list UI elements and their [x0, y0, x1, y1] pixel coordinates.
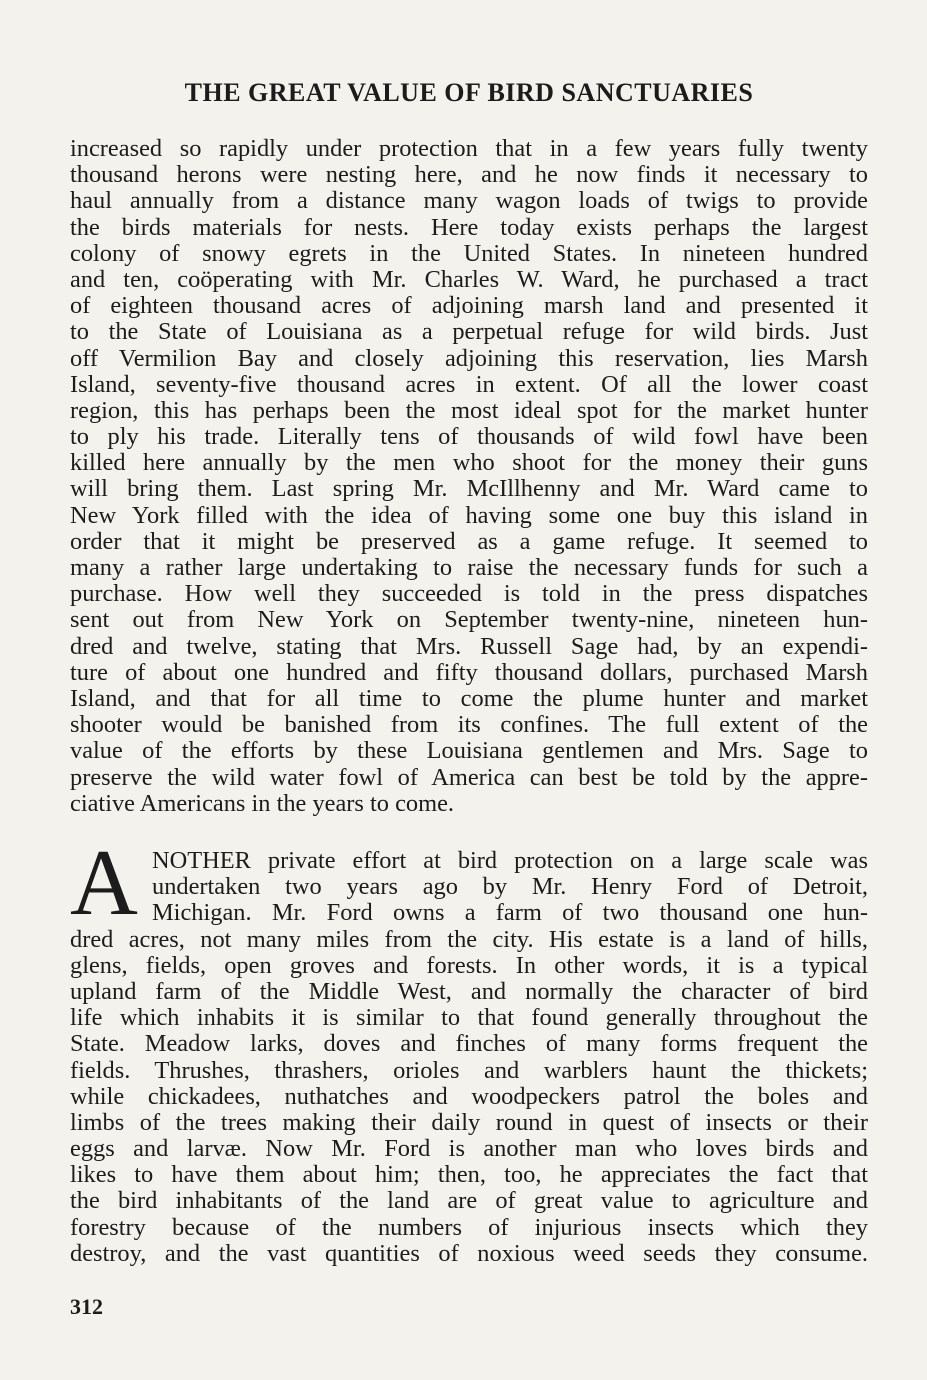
text-line: shooter would be banished from its confines. The full extent of the — [70, 712, 868, 739]
text-line: off Vermilion Bay and closely adjoining this reservation, lies Marsh — [70, 345, 868, 372]
text-line: Island, and that for all time to come the plume hunter and market — [70, 685, 868, 712]
text-line: glens, fields, open groves and forests. In other words, it is a typical — [70, 952, 868, 979]
text-line: life which inhabits it is similar to that found generally throughout the — [70, 1005, 868, 1032]
text-line: dred acres, not many miles from the city. His estate is a land of hills, — [70, 926, 868, 953]
text-line: fields. Thrushes, thrashers, orioles and warblers haunt the thickets; — [70, 1057, 868, 1084]
text-line: haul annually from a distance many wagon loads of twigs to provide — [70, 188, 868, 215]
text-line: likes to have them about him; then, too, he appreciates the fact that — [70, 1162, 868, 1189]
text-line: upland farm of the Middle West, and normally the character of bird — [70, 978, 868, 1005]
text-line: to the State of Louisiana as a perpetual refuge for wild birds. Just — [70, 319, 868, 346]
text-line: undertaken two years ago by Mr. Henry Ford of Detroit, — [152, 874, 868, 901]
text-line: dred and twelve, stating that Mrs. Russell Sage had, by an expendi- — [70, 633, 868, 660]
text-line: killed here annually by the men who shoot for the money their guns — [70, 450, 868, 477]
text-line: purchase. How well they succeeded is told in the press dispatches — [70, 581, 868, 608]
text-line: while chickadees, nuthatches and woodpeckers patrol the boles and — [70, 1083, 868, 1110]
text-line: Island, seventy-five thousand acres in extent. Of all the lower coast — [70, 371, 868, 398]
text-line: region, this has perhaps been the most ideal spot for the market hunter — [70, 397, 868, 424]
text-line: to ply his trade. Literally tens of thousands of wild fowl have been — [70, 424, 868, 451]
text-line: order that it might be preserved as a game refuge. It seemed to — [70, 528, 868, 555]
text-line: ciative Americans in the years to come. — [70, 790, 455, 817]
text-line: of eighteen thousand acres of adjoining marsh land and presented it — [70, 293, 868, 320]
text-line: limbs of the trees making their daily round in quest of insects or their — [70, 1109, 868, 1136]
running-header: THE GREAT VALUE OF BIRD SANCTUARIES — [184, 78, 754, 107]
text-line: sent out from New York on September twenty-nine, nineteen hun- — [70, 607, 868, 634]
text-line: ture of about one hundred and fifty thousand dollars, purchased Marsh — [70, 659, 868, 686]
drop-cap: A — [70, 831, 138, 935]
text-line: colony of snowy egrets in the United States. In nineteen hundred — [70, 240, 868, 267]
text-line: Michigan. Mr. Ford owns a farm of two thousand one hun- — [152, 900, 868, 927]
page-number: 312 — [70, 1294, 103, 1319]
text-line: the birds materials for nests. Here today exists perhaps the largest — [70, 214, 868, 241]
text-line: and ten, coöperating with Mr. Charles W. Ward, he purchased a tract — [70, 266, 868, 293]
text-line: preserve the wild water fowl of America can best be told by the appre- — [70, 764, 868, 791]
paragraph-1 — [70, 136, 868, 817]
text-line: New York filled with the idea of having some one buy this island in — [70, 502, 868, 529]
paragraph-2 — [70, 831, 868, 1267]
text-line: forestry because of the numbers of injurious insects which they — [70, 1214, 868, 1241]
text-line: State. Meadow larks, doves and finches of many forms frequent the — [70, 1031, 868, 1058]
text-line: NOTHER private effort at bird protection on a large scale was — [152, 848, 868, 874]
text-line: the bird inhabitants of the land are of great value to agriculture and — [70, 1188, 868, 1215]
text-line: destroy, and the vast quantities of noxious weed seeds they consume. — [70, 1240, 868, 1267]
text-line: eggs and larvæ. Now Mr. Ford is another man who loves birds and — [70, 1136, 868, 1163]
text-line: thousand herons were nesting here, and he now finds it necessary to — [70, 162, 868, 189]
text-line: many a rather large undertaking to raise the necessary funds for such a — [70, 555, 868, 581]
text-line: increased so rapidly under protection that in a few years fully twenty — [70, 136, 868, 162]
text-line: value of the efforts by these Louisiana gentlemen and Mrs. Sage to — [70, 738, 868, 765]
book-page — [70, 0, 868, 1380]
text-line: will bring them. Last spring Mr. McIllhenny and Mr. Ward came to — [70, 476, 868, 503]
